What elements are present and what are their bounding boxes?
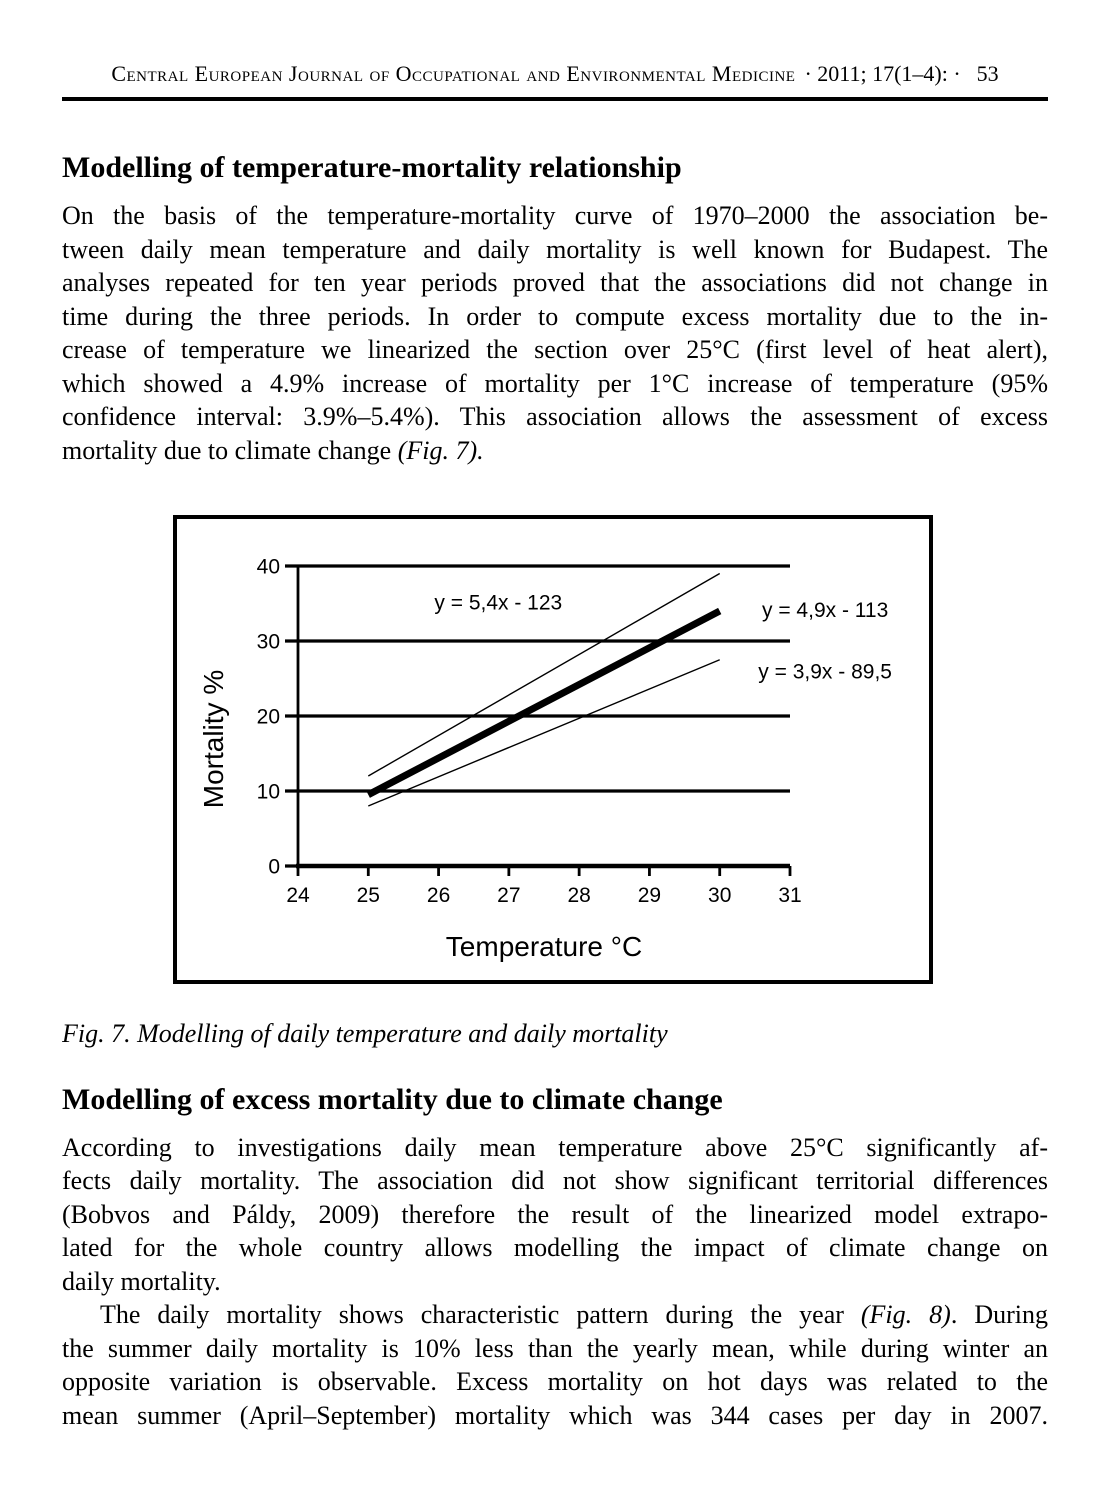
journal-title: Central European Journal of Occupational and Environmental Medicine [111, 61, 796, 86]
x-tick-label: 28 [567, 884, 591, 907]
text-segment: (Bobvos and Páldy, 2009) therefore the result of the linearized model extrapo- [62, 1199, 1048, 1229]
y-tick-label: 0 [268, 855, 280, 879]
journal-header [62, 60, 1048, 88]
x-axis-title: Temperature °C [445, 931, 643, 962]
text-line [62, 1164, 1048, 1198]
series-line [368, 611, 719, 795]
y-tick-label: 30 [256, 630, 280, 654]
y-tick-label: 40 [256, 555, 280, 579]
text-segment: . During [950, 1300, 1048, 1329]
text-segment: confidence interval: 3.9%–5.4%). This association allows the assessment of excess [62, 402, 1048, 431]
text-line [62, 1365, 1048, 1399]
text-line [62, 233, 1048, 267]
section1-heading: Modelling of temperature-mortality relationship [62, 151, 682, 184]
text-line [62, 1298, 1048, 1332]
text-line [62, 1265, 1048, 1299]
text-line [62, 1131, 1048, 1165]
italic-text-segment: (Fig. 8) [860, 1300, 951, 1329]
text-segment: crease of temperature we linearized the section over 25°C (first level of heat alert), [62, 335, 1048, 364]
y-tick-label: 20 [256, 705, 280, 729]
x-tick-label: 26 [426, 884, 451, 907]
header-rule [62, 97, 1048, 101]
text-segment: analyses repeated for ten year periods proved that the associations did not change in [62, 268, 1048, 297]
text-segment: lated for the whole country allows modelling the impact of climate change on [62, 1233, 1048, 1262]
text-segment: According to investigations daily mean temperature above 25°C significantly af- [62, 1132, 1048, 1162]
y-axis-title: Mortality % [198, 669, 229, 809]
section2-paragraph2 [62, 1298, 1048, 1432]
journal-citation: · 2011; 17(1–4): · [804, 61, 961, 86]
text-line [62, 1332, 1048, 1366]
page-number: 53 [976, 61, 999, 86]
text-segment: On the basis of the temperature-mortality curve of 1970–2000 the association be- [62, 201, 1048, 230]
section2-heading: Modelling of excess mortality due to climate change [62, 1082, 723, 1116]
text-line [62, 199, 1048, 233]
section1-paragraph [62, 199, 1048, 467]
figure7-frame [173, 515, 933, 984]
text-segment: mortality due to climate change [62, 435, 398, 465]
text-line [62, 1231, 1048, 1265]
text-segment: mean summer (April–September) mortality which was 344 cases per day in 2007. [62, 1400, 1048, 1430]
x-tick-label: 27 [497, 884, 521, 907]
text-line [62, 266, 1048, 300]
x-tick-label: 25 [356, 884, 380, 907]
text-line [62, 300, 1048, 334]
text-segment: the summer daily mortality is 10% less than the yearly mean, while during winter an [62, 1333, 1048, 1363]
x-tick-label: 31 [778, 884, 802, 907]
text-line [62, 333, 1048, 367]
temperature-mortality-chart [177, 519, 929, 980]
text-segment: tween daily mean temperature and daily mortality is well known for Budapest. The [62, 234, 1048, 264]
equation-label: y = 4,9x - 113 [762, 598, 889, 622]
text-segment: which showed a 4.9% increase of mortality per 1°C increase of temperature (95% [62, 368, 1048, 398]
figure7-caption [62, 1017, 1048, 1051]
section2-paragraph1 [62, 1131, 1048, 1299]
equation-label: y = 3,9x - 89,5 [758, 660, 892, 684]
y-tick-label: 10 [256, 780, 280, 804]
x-tick-label: 29 [637, 884, 662, 907]
text-segment: opposite variation is observable. Excess mortality on hot days was related to the [62, 1367, 1048, 1396]
text-segment: daily mortality. [62, 1266, 221, 1296]
text-segment: time during the three periods. In order to compute excess mortality due to the in- [62, 301, 1048, 331]
equation-label: y = 5,4x - 123 [434, 591, 563, 615]
text-line [62, 1198, 1048, 1232]
text-line [62, 1399, 1048, 1433]
text-segment: The daily mortality shows characteristic pattern during the year [100, 1300, 861, 1329]
text-line [62, 434, 1048, 468]
x-tick-label: 30 [708, 884, 732, 907]
series-line [368, 660, 719, 806]
text-line [62, 367, 1048, 401]
x-tick-label: 24 [286, 884, 310, 907]
italic-text-segment: (Fig. 7). [397, 435, 484, 465]
text-line [62, 1017, 1048, 1051]
text-line [62, 400, 1048, 434]
italic-text-segment: Fig. 7. Modelling of daily temperature and daily mortality [62, 1019, 668, 1048]
text-segment: fects daily mortality. The association did not show significant territorial differences [62, 1166, 1048, 1195]
